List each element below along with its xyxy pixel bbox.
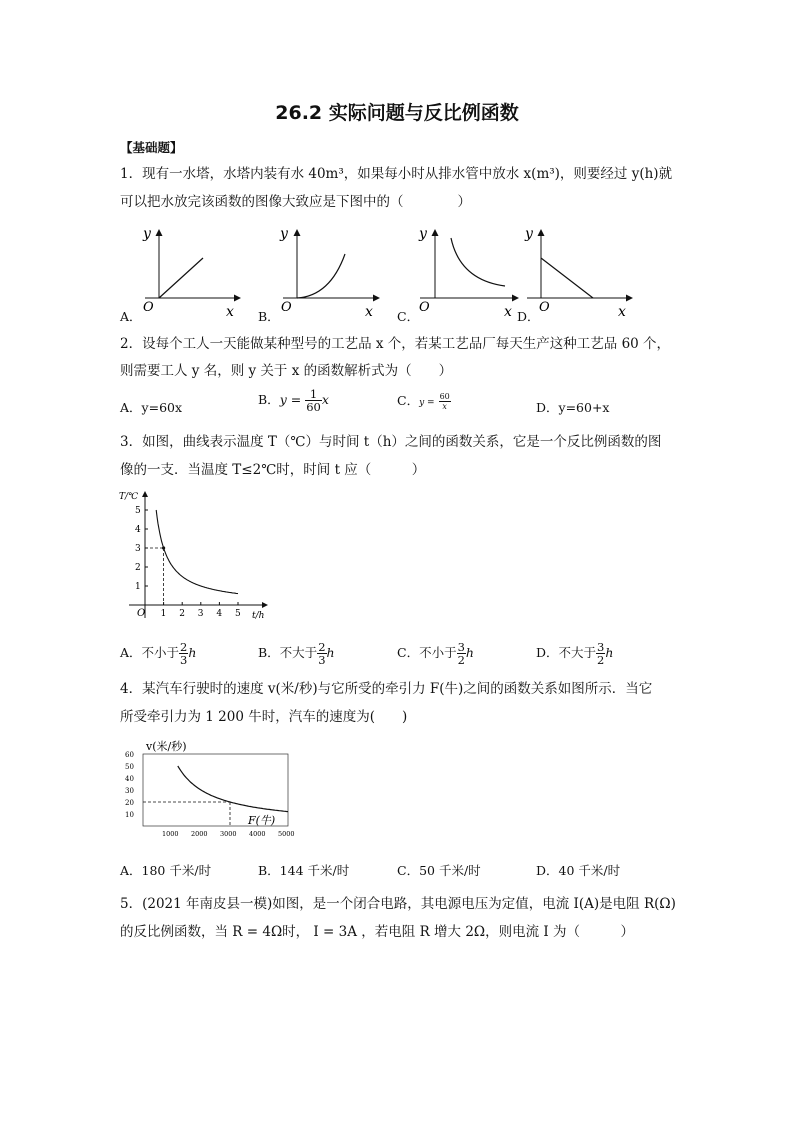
q3-xtick-label: 2 xyxy=(179,609,185,619)
q4-option-b[interactable]: B．144 千米/时 xyxy=(258,863,350,878)
q2-text-line1: 2．设每个工人一天能做某种型号的工艺品 x 个，若某工艺品厂每天生产这种工艺品 60 个， xyxy=(120,336,671,352)
q4-text-line1: 4．某汽车行驶时的速度 v(米/秒)与它所受的牵引力 F(牛)之间的函数关系如图所示．当它 xyxy=(120,681,653,697)
q1-graph-d xyxy=(524,226,632,320)
q4-option-d[interactable]: D．40 千米/时 xyxy=(536,863,621,878)
q3-xtick-label: 4 xyxy=(216,609,223,619)
q1-c-y-label: y xyxy=(419,226,427,242)
q2-text-line2: 则需要工人 y 名，则 y 关于 x 的函数解析式为（ ） xyxy=(120,363,453,379)
q3-option-c[interactable] xyxy=(397,641,474,666)
q2-option-c[interactable] xyxy=(397,391,451,411)
q3-option-b[interactable] xyxy=(258,641,335,666)
q2-b-lhs: y = xyxy=(279,392,302,407)
q1-a-origin: O xyxy=(143,300,154,315)
q1-text-line1: 1．现有一水塔，水塔内装有水 40m³，如果每小时从排水管中放水 x(m³)，则要经过 y(h)就 xyxy=(120,166,673,182)
q2-option-d[interactable]: D．y=60+x xyxy=(536,400,610,415)
q3-text-line2: 像的一支．当温度 T≤2℃时，时间 t 应（ ） xyxy=(120,462,426,478)
q3-xtick-label: 3 xyxy=(197,609,204,619)
q3-origin: O xyxy=(137,608,146,619)
q4-xtick-label: 1000 xyxy=(162,830,179,838)
q4-ytick-label: 40 xyxy=(125,775,134,783)
q3-d-label: D．不大于 xyxy=(536,645,597,660)
q3-option-a[interactable] xyxy=(120,641,196,666)
q1-option-b[interactable]: B． xyxy=(258,309,280,324)
q1-option-graphs xyxy=(115,218,645,328)
q1-graph-c xyxy=(418,226,518,320)
q3-temperature-chart xyxy=(115,488,275,628)
q1-option-a[interactable]: A． xyxy=(120,309,142,324)
q2-b-label: B． xyxy=(258,392,280,407)
q4-text-line2: 所受牵引力为 1 200 牛时，汽车的速度为( ) xyxy=(120,709,408,725)
q4-curve xyxy=(178,766,288,812)
q1-d-origin: O xyxy=(539,300,550,315)
page-title: 26.2 实际问题与反比例函数 xyxy=(275,102,519,124)
q5-text-line2: 的反比例函数，当 R = 4Ω时， I = 3A ，若电阻 R 增大 2Ω，则电流 I 为（ ） xyxy=(120,924,635,940)
q4-ytick-label: 30 xyxy=(125,787,134,795)
q4-velocity-chart xyxy=(120,736,295,840)
q3-ytick-label: 2 xyxy=(135,563,141,573)
q4-y-label: v(米/秒) xyxy=(146,740,187,753)
q1-text-line2: 可以把水放完该函数的图像大致应是下图中的（ ） xyxy=(120,194,471,210)
section-heading: 【基础题】 xyxy=(120,140,183,155)
q3-c-label: C．不小于 xyxy=(397,645,457,660)
q1-b-x-label: x xyxy=(365,304,373,320)
q4-ytick-label: 20 xyxy=(125,799,134,807)
q1-c-x-label: x xyxy=(504,304,512,320)
q3-curve xyxy=(156,510,238,594)
q1-graph-a xyxy=(142,226,240,320)
q4-ytick-label: 60 xyxy=(125,751,134,759)
q1-d-x-label: x xyxy=(618,304,626,320)
q3-ytick-label: 3 xyxy=(135,544,141,554)
q3-text-line1: 3．如图，曲线表示温度 T（℃）与时间 t（h）之间的函数关系，它是一个反比例函数的图 xyxy=(120,434,662,450)
q1-b-y-label: y xyxy=(280,226,288,242)
q3-y-label: T/℃ xyxy=(119,492,139,502)
q4-ytick-label: 10 xyxy=(125,811,134,819)
q3-option-d[interactable] xyxy=(536,641,613,666)
q3-b-unit: h xyxy=(326,645,335,660)
q2-option-a[interactable]: A．y=60x xyxy=(120,400,183,415)
q3-x-label: t/h xyxy=(252,611,265,621)
q4-x-label: F(牛) xyxy=(248,814,276,827)
q3-a-unit: h xyxy=(188,645,197,660)
q3-b-label: B．不大于 xyxy=(258,645,318,660)
q3-ytick-label: 4 xyxy=(135,525,141,535)
q3-a-label: A．不小于 xyxy=(120,645,180,660)
q1-graph-b xyxy=(279,226,379,320)
q3-d-unit: h xyxy=(605,645,614,660)
q2-option-b[interactable] xyxy=(258,388,329,413)
q4-option-a[interactable]: A．180 千米/时 xyxy=(120,863,212,878)
q4-xtick-label: 3000 xyxy=(220,830,237,838)
q4-xtick-label: 5000 xyxy=(278,830,295,838)
q2-b-fraction: $\frac{1}{60}$ xyxy=(306,387,321,414)
q3-a-fraction: $\frac{2}{3}$ xyxy=(180,640,188,667)
q2-c-label: C． xyxy=(397,393,420,408)
q1-a-y-label: y xyxy=(143,226,151,242)
q5-text-line1: 5．(2021 年南皮县一模)如图，是一个闭合电路，其电源电压为定值，电流 I(A)是电阻 R(Ω) xyxy=(120,896,676,912)
q3-b-fraction: $\frac{2}{3}$ xyxy=(318,640,326,667)
q2-c-fraction: $\frac{60}{x}$ xyxy=(439,392,450,411)
q3-ytick-label: 5 xyxy=(135,506,141,516)
q3-c-unit: h xyxy=(465,645,474,660)
q4-xtick-label: 4000 xyxy=(249,830,266,838)
q1-b-origin: O xyxy=(281,300,292,315)
q3-c-fraction: $\frac{3}{2}$ xyxy=(457,640,465,667)
q1-d-y-label: y xyxy=(525,226,533,242)
q1-option-d[interactable]: D． xyxy=(517,309,540,324)
q1-option-c[interactable]: C． xyxy=(397,309,420,324)
q4-ytick-label: 50 xyxy=(125,763,134,771)
q3-xtick-label: 5 xyxy=(235,609,241,619)
q2-b-var: x xyxy=(321,392,329,407)
q3-guide-point xyxy=(162,546,165,549)
q1-c-origin: O xyxy=(419,300,430,315)
q4-xtick-label: 2000 xyxy=(191,830,208,838)
q4-option-c[interactable]: C．50 千米/时 xyxy=(397,863,481,878)
q2-c-lhs: y = xyxy=(419,398,435,408)
q1-a-x-label: x xyxy=(226,304,234,320)
q3-xtick-label: 1 xyxy=(160,609,167,619)
q3-d-fraction: $\frac{3}{2}$ xyxy=(597,640,605,667)
q3-ytick-label: 1 xyxy=(135,582,141,592)
